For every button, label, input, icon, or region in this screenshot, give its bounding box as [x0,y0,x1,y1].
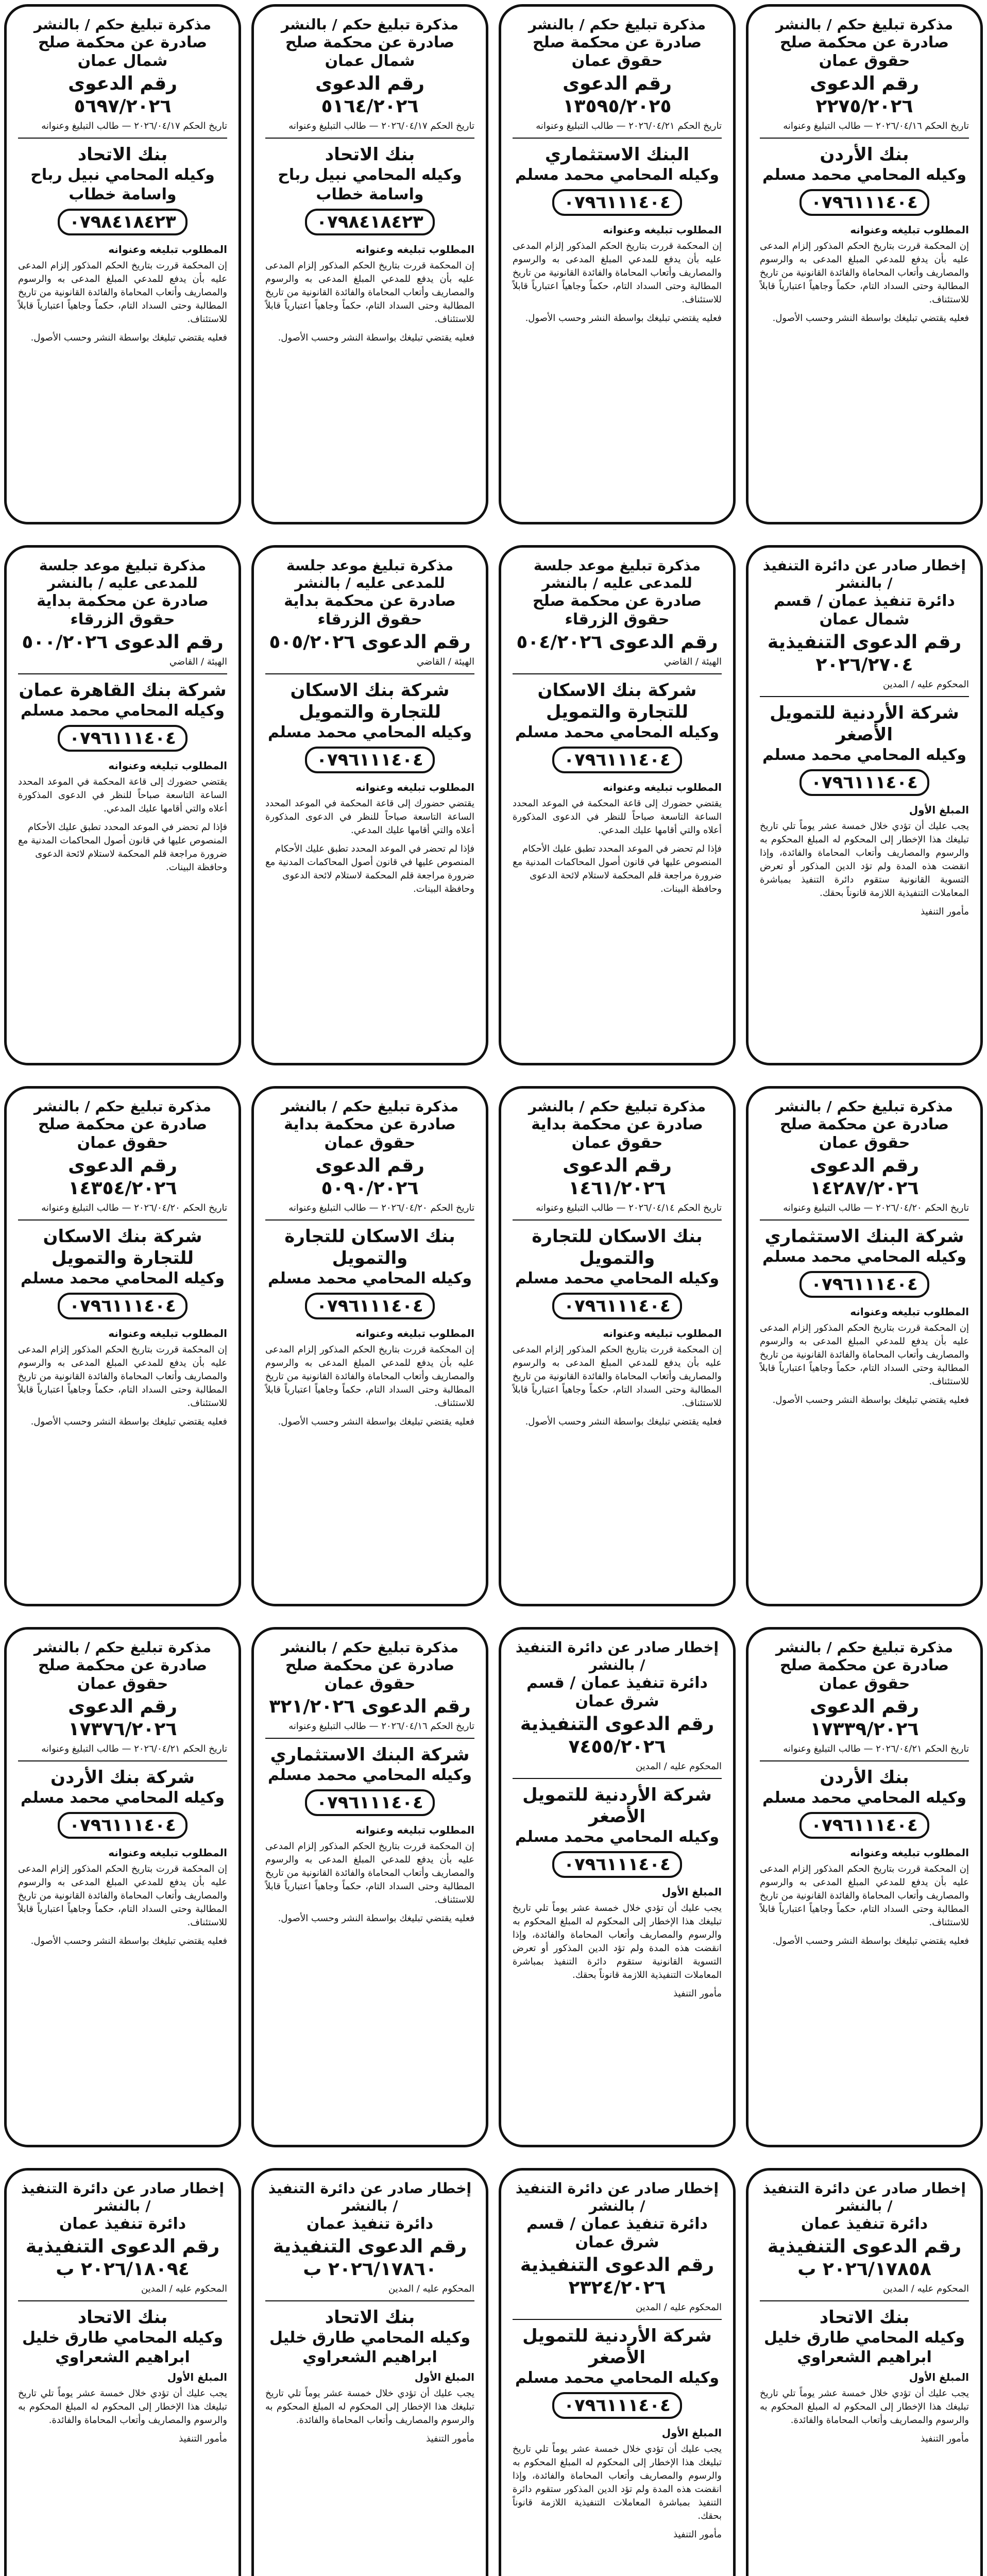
notice-court: صادرة عن محكمة صلح حقوق عمان [779,1115,949,1152]
phone-number: ٠٧٩٨٤١٨٤٢٣ [305,209,435,235]
notice-body: إن المحكمة قررت بتاريخ الحكم المذكور إلزام المدعى عليه بأن يدفع للمدعي المبلغ المدعى به والرسوم والمصاريف وأتعاب المحاماة والفائدة القانونية من تاريخ المطالبة وحتى السداد التام، حكماً وجاهياً اعتبارياً قابلاً للاستئناف. [759,1863,969,1928]
section-label: المطلوب تبليغه وعنوانه [603,224,722,236]
notice-type: مذكرة تبليغ حكم / بالنشر [775,16,954,33]
phone-number: ٠٧٩٦١١١٤٠٤ [552,2392,682,2419]
notice-closing: فعليه يقتضي تبليغك بواسطة النشر وحسب الأصول. [525,313,722,324]
notice-card [4,1627,241,2147]
separator [18,673,227,674]
section-label: المطلوب تبليغه وعنوانه [108,1327,227,1340]
section-label: المطلوب تبليغه وعنوانه [355,1824,474,1836]
notice-meta: تاريخ الحكم ٢٠٢٦/٠٤/١٦ — طالب التبليغ وعنوانه [288,1721,474,1732]
notice-card [746,1086,983,1606]
plaintiff-name: بنك الاتحاد [77,144,168,165]
lawyer-name: وكيله المحامي محمد مسلم [515,166,720,184]
notice-card [251,1627,488,2147]
separator [18,2300,227,2301]
section-label: المبلغ الأول [661,1886,722,1898]
notice-type: مذكرة تبليغ حكم / بالنشر [528,16,706,33]
lawyer-name: وكيله المحامي محمد مسلم [20,1789,225,1807]
notice-type: مذكرة تبليغ حكم / بالنشر [33,16,212,33]
notice-closing: فعليه يقتضي تبليغك بواسطة النشر وحسب الأصول. [772,1936,969,1946]
notice-card [4,2168,241,2576]
notice-closing: فعليه يقتضي تبليغك بواسطة النشر وحسب الأصول. [772,313,969,324]
phone-number: ٠٧٩٦١١١٤٠٤ [552,1851,682,1878]
case-number: رقم الدعوى ١٣٥٩٥/٢٠٢٥ [563,73,672,117]
lawyer-name: وكيله المحامي نبيل رباح واسامة خطاب [30,166,215,204]
notice-body: يجب عليك أن تؤدي خلال خمسة عشر يوماً تلي تاريخ تبليغك هذا الإخطار إلى المحكوم له المبلغ المحكوم به والرسوم والمصاريف وأتعاب المحاماة والفائدة. [265,2388,474,2426]
notice-body: إن المحكمة قررت بتاريخ الحكم المذكور إلزام المدعى عليه بأن يدفع للمدعي المبلغ المدعى به والرسوم والمصاريف وأتعاب المحاماة والفائدة القانونية من تاريخ المطالبة وحتى السداد التام، حكماً وجاهياً اعتبارياً قابلاً للاستئناف. [18,1863,227,1928]
phone-number: ٠٧٩٦١١١٤٠٤ [305,1789,435,1816]
notice-closing: فعليه يقتضي تبليغك بواسطة النشر وحسب الأصول. [525,1416,722,1427]
section-label: المطلوب تبليغه وعنوانه [355,243,474,256]
case-number: رقم الدعوى التنفيذية ٢٠٢٦/١٧٨٥٨ ب [767,2236,962,2280]
plaintiff-name: شركة بنك الاسكان للتجارة والتمويل [290,680,450,722]
phone-number: ٠٧٩٨٤١٨٤٢٣ [58,209,188,235]
separator [760,1219,969,1221]
notice-meta: تاريخ الحكم ٢٠٢٦/٠٤/١٤ — طالب التبليغ وعنوانه [536,1202,722,1213]
plaintiff-name: شركة البنك الاستثماري [764,1226,964,1247]
section-label: المطلوب تبليغه وعنوانه [850,1306,969,1318]
notice-meta: تاريخ الحكم ٢٠٢٦/٠٤/٢١ — طالب التبليغ وعنوانه [41,1743,227,1754]
case-number: رقم الدعوى ٣٢١/٢٠٢٦ [269,1696,471,1717]
separator [513,138,722,139]
separator [265,1738,474,1739]
phone-number: ٠٧٩٦١١١٤٠٤ [552,1293,682,1319]
notice-card [499,4,736,524]
notice-court: صادرة عن محكمة صلح حقوق عمان [779,1656,949,1693]
phone-number: ٠٧٩٦١١١٤٠٤ [305,1293,435,1319]
notice-body: إن المحكمة قررت بتاريخ الحكم المذكور إلزام المدعى عليه بأن يدفع للمدعي المبلغ المدعى به والرسوم والمصاريف وأتعاب المحاماة والفائدة القانونية من تاريخ المطالبة وحتى السداد التام، حكماً وجاهياً اعتبارياً قابلاً للاستئناف. [512,241,722,305]
phone-number: ٠٧٩٦١١١٤٠٤ [552,747,682,773]
separator [265,673,474,674]
phone-number: ٠٧٩٦١١١٤٠٤ [799,1812,929,1839]
notice-court: صادرة عن محكمة صلح حقوق عمان [285,1656,455,1693]
notice-card [746,545,983,1065]
lawyer-name: وكيله المحامي محمد مسلم [515,1828,720,1846]
lawyer-name: وكيله المحامي طارق خليل ابراهيم الشعراوي [269,2329,471,2366]
plaintiff-name: شركة الأردنية للتمويل الأصغر [770,703,959,745]
lawyer-name: وكيله المحامي محمد مسلم [267,1269,472,1287]
plaintiff-name: شركة بنك الأردن [50,1767,195,1788]
section-label: المطلوب تبليغه وعنوانه [355,1327,474,1340]
notice-body: يجب عليك أن تؤدي خلال خمسة عشر يوماً تلي تاريخ تبليغك هذا الإخطار إلى المحكوم له المبلغ المحكوم به والرسوم والمصاريف وأتعاب المحاماة والفائدة، وإذا انقضت هذه المدة ولم تؤد الدين المذكور أو تعرض التسوية القانونية ستقوم دائرة التنفيذ بمباشرة المعاملات التنفيذية اللازمة قانوناً بحقك. [760,821,969,899]
section-label: المبلغ الأول [167,2371,227,2383]
phone-number: ٠٧٩٦١١١٤٠٤ [58,1812,188,1839]
phone-number: ٠٧٩٦١١١٤٠٤ [58,725,188,752]
notice-closing: مأمور التنفيذ [426,2433,474,2444]
case-number: رقم الدعوى ٥٠٩٠/٢٠٢٦ [315,1155,424,1199]
notice-meta: الهيئة / القاضي [169,656,227,667]
plaintiff-name: بنك الاسكان للتجارة والتمويل [284,1226,455,1268]
notice-court: صادرة عن محكمة صلح حقوق عمان [38,1115,208,1152]
notice-court: صادرة عن محكمة صلح حقوق عمان [532,33,702,70]
notice-closing: فعليه يقتضي تبليغك بواسطة النشر وحسب الأصول. [278,1416,474,1427]
notice-meta: الهيئة / القاضي [663,656,722,667]
case-number: رقم الدعوى التنفيذية ٢٣٢٤/٢٠٢٦ [520,2255,714,2298]
separator [265,138,474,139]
notice-closing: فعليه يقتضي تبليغك بواسطة النشر وحسب الأصول. [30,1416,227,1427]
notice-closing: فعليه يقتضي تبليغك بواسطة النشر وحسب الأصول. [772,1395,969,1405]
plaintiff-name: البنك الاستثماري [544,144,690,165]
case-number: رقم الدعوى ٥١٦٤/٢٠٢٦ [315,73,424,117]
section-label: المطلوب تبليغه وعنوانه [850,224,969,236]
section-label: المبلغ الأول [909,2371,969,2383]
plaintiff-name: بنك الاتحاد [819,2307,910,2328]
notice-closing: فعليه يقتضي تبليغك بواسطة النشر وحسب الأصول. [278,1913,474,1924]
separator [513,1778,722,1779]
lawyer-name: وكيله المحامي محمد مسلم [515,2369,720,2387]
notice-court: صادرة عن محكمة صلح حقوق الزرقاء [532,592,702,629]
plaintiff-name: شركة بنك القاهرة عمان [19,680,227,701]
notice-type: مذكرة تبليغ حكم / بالنشر [281,16,459,33]
separator [760,138,969,139]
notice-court: صادرة عن محكمة بداية حقوق الزرقاء [37,592,209,629]
lawyer-name: وكيله المحامي محمد مسلم [762,1789,967,1807]
notice-closing: فإذا لم تحضر في الموعد المحدد تطبق عليك الأحكام المنصوص عليها في قانون أصول المحاكمات المدنية مع ضرورة مراجعة قلم المحكمة لاستلام لائحة الدعوى وحافظة البينات. [265,843,474,894]
section-label: المبلغ الأول [414,2371,474,2383]
notice-meta: تاريخ الحكم ٢٠٢٦/٠٤/٢٠ — طالب التبليغ وعنوانه [288,1202,474,1213]
case-number: رقم الدعوى ٥٠٤/٢٠٢٦ [516,632,718,653]
separator [760,1760,969,1761]
lawyer-name: وكيله المحامي محمد مسلم [20,702,225,720]
notice-type: إخطار صادر عن دائرة التنفيذ / بالنشر [515,2180,719,2214]
phone-number: ٠٧٩٦١١١٤٠٤ [552,189,682,216]
notice-meta: تاريخ الحكم ٢٠٢٦/٠٤/١٧ — طالب التبليغ وعنوانه [288,121,474,131]
notice-meta: المحكوم عليه / المدين [883,2283,969,2294]
notice-body: يقتضي حضورك إلى قاعة المحكمة في الموعد المحدد الساعة التاسعة صباحاً للنظر في الدعوى المذكورة أعلاه والتي أقامها عليك المدعي. [265,798,474,836]
section-label: المطلوب تبليغه وعنوانه [603,781,722,793]
notice-body: إن المحكمة قررت بتاريخ الحكم المذكور إلزام المدعى عليه بأن يدفع للمدعي المبلغ المدعى به والرسوم والمصاريف وأتعاب المحاماة والفائدة القانونية من تاريخ المطالبة وحتى السداد التام، حكماً وجاهياً اعتبارياً قابلاً للاستئناف. [18,260,227,325]
case-number: رقم الدعوى التنفيذية ٢٠٢٦/١٨٠٩٤ ب [25,2236,220,2280]
notice-type: إخطار صادر عن دائرة التنفيذ / بالنشر [268,2180,472,2214]
notice-meta: تاريخ الحكم ٢٠٢٦/٠٤/٢٠ — طالب التبليغ وعنوانه [41,1202,227,1213]
notice-closing: مأمور التنفيذ [673,2529,722,2540]
notice-meta: المحكوم عليه / المدين [883,679,969,690]
plaintiff-name: بنك الاتحاد [325,144,415,165]
lawyer-name: وكيله المحامي محمد مسلم [762,1248,967,1266]
case-number: رقم الدعوى ٢٢٧٥/٢٠٢٦ [810,73,919,117]
plaintiff-name: بنك الأردن [820,144,909,165]
notice-card [499,1627,736,2147]
lawyer-name: وكيله المحامي محمد مسلم [267,1766,472,1784]
section-label: المطلوب تبليغه وعنوانه [108,759,227,772]
case-number: رقم الدعوى ١٧٣٣٩/٢٠٢٦ [810,1696,919,1740]
notice-meta: الهيئة / القاضي [416,656,474,667]
notice-body: يجب عليك أن تؤدي خلال خمسة عشر يوماً تلي تاريخ تبليغك هذا الإخطار إلى المحكوم له المبلغ المحكوم به والرسوم والمصاريف وأتعاب المحاماة والفائدة. [18,2388,227,2426]
notice-type: مذكرة تبليغ حكم / بالنشر [33,1098,212,1115]
notice-meta: تاريخ الحكم ٢٠٢٦/٠٤/٢٠ — طالب التبليغ وعنوانه [783,1202,969,1213]
notice-card [746,4,983,524]
case-number: رقم الدعوى ٥٠٥/٢٠٢٦ [269,632,471,653]
separator [760,696,969,697]
notice-card [251,4,488,524]
notice-closing: فعليه يقتضي تبليغك بواسطة النشر وحسب الأصول. [30,332,227,343]
lawyer-name: وكيله المحامي طارق خليل ابراهيم الشعراوي [22,2329,224,2366]
notice-body: يجب عليك أن تؤدي خلال خمسة عشر يوماً تلي تاريخ تبليغك هذا الإخطار إلى المحكوم له المبلغ المحكوم به والرسوم والمصاريف وأتعاب المحاماة والفائدة، وإذا انقضت هذه المدة ولم تؤد الدين المذكور أو تعرض التسوية القانونية ستقوم دائرة التنفيذ بمباشرة المعاملات التنفيذية اللازمة قانوناً بحقك. [513,1903,722,1980]
lawyer-name: وكيله المحامي طارق خليل ابراهيم الشعراوي [763,2329,965,2366]
notice-type: مذكرة تبليغ حكم / بالنشر [33,1639,212,1656]
section-label: المطلوب تبليغه وعنوانه [850,1846,969,1859]
notice-body: إن المحكمة قررت بتاريخ الحكم المذكور إلزام المدعى عليه بأن يدفع للمدعي المبلغ المدعى به والرسوم والمصاريف وأتعاب المحاماة والفائدة القانونية من تاريخ المطالبة وحتى السداد التام، حكماً وجاهياً اعتبارياً قابلاً للاستئناف. [265,1841,474,1905]
notice-court: دائرة تنفيذ عمان / قسم شرق عمان [526,1674,708,1710]
notice-meta: المحكوم عليه / المدين [636,1761,722,1772]
section-label: المبلغ الأول [661,2427,722,2439]
notice-closing: مأمور التنفيذ [921,2433,969,2444]
notice-court: صادرة عن محكمة بداية حقوق الزرقاء [284,592,456,629]
notice-meta: تاريخ الحكم ٢٠٢٦/٠٤/١٦ — طالب التبليغ وعنوانه [783,121,969,131]
plaintiff-name: شركة الأردنية للتمويل الأصغر [522,2326,712,2368]
notice-type: مذكرة تبليغ حكم / بالنشر [775,1098,954,1115]
separator [265,2300,474,2301]
notice-body: يقتضي حضورك إلى قاعة المحكمة في الموعد المحدد الساعة التاسعة صباحاً للنظر في الدعوى المذكورة أعلاه والتي أقامها عليك المدعي. [18,776,227,814]
notice-type: إخطار صادر عن دائرة التنفيذ / بالنشر [21,2180,225,2214]
separator [513,1219,722,1221]
notice-court: صادرة عن محكمة صلح حقوق عمان [779,33,949,70]
notice-body: إن المحكمة قررت بتاريخ الحكم المذكور إلزام المدعى عليه بأن يدفع للمدعي المبلغ المدعى به والرسوم والمصاريف وأتعاب المحاماة والفائدة القانونية من تاريخ المطالبة وحتى السداد التام، حكماً وجاهياً اعتبارياً قابلاً للاستئناف. [18,1344,227,1409]
notice-card [746,2168,983,2576]
phone-number: ٠٧٩٦١١١٤٠٤ [58,1293,188,1319]
notice-card [251,2168,488,2576]
lawyer-name: وكيله المحامي نبيل رباح واسامة خطاب [278,166,462,204]
notice-court: صادرة عن محكمة بداية حقوق عمان [284,1115,456,1152]
phone-number: ٠٧٩٦١١١٤٠٤ [799,769,929,796]
case-number: رقم الدعوى ٥٠٠/٢٠٢٦ [22,632,224,653]
plaintiff-name: بنك الاتحاد [325,2307,415,2328]
notice-meta: تاريخ الحكم ٢٠٢٦/٠٤/١٧ — طالب التبليغ وعنوانه [41,121,227,131]
notice-card [746,1627,983,2147]
notice-closing: مأمور التنفيذ [921,906,969,917]
case-number: رقم الدعوى ١٤٦١/٢٠٢٦ [563,1155,672,1199]
notice-type: إخطار صادر عن دائرة التنفيذ / بالنشر [515,1639,719,1673]
notice-closing: فإذا لم تحضر في الموعد المحدد تطبق عليك الأحكام المنصوص عليها في قانون أصول المحاكمات المدنية مع ضرورة مراجعة قلم المحكمة لاستلام لائحة الدعوى وحافظة البينات. [513,843,722,894]
notice-court: صادرة عن محكمة صلح شمال عمان [38,33,208,70]
notice-card [4,4,241,524]
notice-card [4,545,241,1065]
notice-closing: مأمور التنفيذ [673,1988,722,1999]
notice-card [499,1086,736,1606]
separator [18,1760,227,1761]
separator [513,673,722,674]
notice-closing: مأمور التنفيذ [179,2433,227,2444]
notice-card [499,545,736,1065]
notice-closing: فعليه يقتضي تبليغك بواسطة النشر وحسب الأصول. [30,1936,227,1946]
case-number: رقم الدعوى ١٤٢٨٧/٢٠٢٦ [810,1155,919,1199]
notice-type: مذكرة تبليغ موعد جلسة للمدعى عليه / بالنشر [39,557,207,591]
lawyer-name: وكيله المحامي محمد مسلم [515,723,720,741]
notice-body: إن المحكمة قررت بتاريخ الحكم المذكور إلزام المدعى عليه بأن يدفع للمدعي المبلغ المدعى به والرسوم والمصاريف وأتعاب المحاماة والفائدة القانونية من تاريخ المطالبة وحتى السداد التام، حكماً وجاهياً اعتبارياً قابلاً للاستئناف. [265,1344,474,1409]
case-number: رقم الدعوى ١٧٣٧٦/٢٠٢٦ [68,1696,177,1740]
notice-card [251,1086,488,1606]
plaintiff-name: بنك الاسكان للتجارة والتمويل [532,1226,703,1268]
notice-body: إن المحكمة قررت بتاريخ الحكم المذكور إلزام المدعى عليه بأن يدفع للمدعي المبلغ المدعى به والرسوم والمصاريف وأتعاب المحاماة والفائدة القانونية من تاريخ المطالبة وحتى السداد التام، حكماً وجاهياً اعتبارياً قابلاً للاستئناف. [512,1344,722,1409]
lawyer-name: وكيله المحامي محمد مسلم [20,1269,225,1287]
plaintiff-name: بنك الأردن [820,1767,909,1788]
notice-type: مذكرة تبليغ موعد جلسة للمدعى عليه / بالنشر [533,557,701,591]
notice-type: إخطار صادر عن دائرة التنفيذ / بالنشر [762,2180,966,2214]
phone-number: ٠٧٩٦١١١٤٠٤ [799,1271,929,1298]
notice-body: يقتضي حضورك إلى قاعة المحكمة في الموعد المحدد الساعة التاسعة صباحاً للنظر في الدعوى المذكورة أعلاه والتي أقامها عليك المدعي. [513,798,722,836]
section-label: المبلغ الأول [909,804,969,816]
notice-type: مذكرة تبليغ حكم / بالنشر [528,1098,706,1115]
notice-card [4,1086,241,1606]
notice-body: يجب عليك أن تؤدي خلال خمسة عشر يوماً تلي تاريخ تبليغك هذا الإخطار إلى المحكوم له المبلغ المحكوم به والرسوم والمصاريف وأتعاب المحاماة والفائدة، وإذا انقضت هذه المدة ولم تؤد الدين المذكور ستقوم دائرة التنفيذ بمباشرة المعاملات التنفيذية اللازمة قانوناً بحقك. [513,2444,722,2521]
lawyer-name: وكيله المحامي محمد مسلم [515,1269,720,1287]
separator [18,138,227,139]
section-label: المطلوب تبليغه وعنوانه [108,1846,227,1859]
notice-meta: تاريخ الحكم ٢٠٢٦/٠٤/٢١ — طالب التبليغ وعنوانه [783,1743,969,1754]
notice-meta: المحكوم عليه / المدين [636,2302,722,2313]
section-label: المطلوب تبليغه وعنوانه [355,781,474,793]
notice-body: إن المحكمة قررت بتاريخ الحكم المذكور إلزام المدعى عليه بأن يدفع للمدعي المبلغ المدعى به والرسوم والمصاريف وأتعاب المحاماة والفائدة القانونية من تاريخ المطالبة وحتى السداد التام، حكماً وجاهياً اعتبارياً قابلاً للاستئناف. [759,1323,969,1387]
section-label: المطلوب تبليغه وعنوانه [603,1327,722,1340]
phone-number: ٠٧٩٦١١١٤٠٤ [305,747,435,773]
phone-number: ٠٧٩٦١١١٤٠٤ [799,189,929,216]
notice-meta: تاريخ الحكم ٢٠٢٦/٠٤/٢١ — طالب التبليغ وعنوانه [536,121,722,131]
notice-type: مذكرة تبليغ حكم / بالنشر [281,1639,459,1656]
notice-body: إن المحكمة قررت بتاريخ الحكم المذكور إلزام المدعى عليه بأن يدفع للمدعي المبلغ المدعى به والرسوم والمصاريف وأتعاب المحاماة والفائدة القانونية من تاريخ المطالبة وحتى السداد التام، حكماً وجاهياً اعتبارياً قابلاً للاستئناف. [759,241,969,305]
notice-court: دائرة تنفيذ عمان [59,2215,186,2233]
notice-type: مذكرة تبليغ حكم / بالنشر [281,1098,459,1115]
plaintiff-name: شركة بنك الاسكان للتجارة والتمويل [43,1226,202,1268]
notice-court: دائرة تنفيذ عمان [801,2215,928,2233]
case-number: رقم الدعوى التنفيذية ٧٤٥٥/٢٠٢٦ [520,1714,714,1757]
notice-meta: المحكوم عليه / المدين [141,2283,227,2294]
lawyer-name: وكيله المحامي محمد مسلم [762,746,967,764]
lawyer-name: وكيله المحامي محمد مسلم [267,723,472,741]
notice-court: دائرة تنفيذ عمان [306,2215,434,2233]
separator [760,2300,969,2301]
plaintiff-name: شركة البنك الاستثماري [270,1744,470,1765]
case-number: رقم الدعوى التنفيذية ٢٠٢٦/٢٧٠٤ [767,632,962,675]
notice-court: صادرة عن محكمة صلح شمال عمان [285,33,455,70]
notice-court: دائرة تنفيذ عمان / قسم شمال عمان [774,592,955,629]
notice-type: إخطار صادر عن دائرة التنفيذ / بالنشر [762,557,966,591]
notice-closing: فعليه يقتضي تبليغك بواسطة النشر وحسب الأصول. [278,332,474,343]
notice-card [499,2168,736,2576]
separator [18,1219,227,1221]
notice-closing: فإذا لم تحضر في الموعد المحدد تطبق عليك الأحكام المنصوص عليها في قانون أصول المحاكمات المدنية مع ضرورة مراجعة قلم المحكمة لاستلام لائحة الدعوى وحافظة البينات. [18,822,227,873]
notices-grid [4,4,983,2576]
notice-meta: المحكوم عليه / المدين [388,2283,474,2294]
case-number: رقم الدعوى التنفيذية ٢٠٢٦/١٧٨٦٠ ب [273,2236,467,2280]
notice-court: صادرة عن محكمة صلح حقوق عمان [38,1656,208,1693]
lawyer-name: وكيله المحامي محمد مسلم [762,166,967,184]
notice-body: إن المحكمة قررت بتاريخ الحكم المذكور إلزام المدعى عليه بأن يدفع للمدعي المبلغ المدعى به والرسوم والمصاريف وأتعاب المحاماة والفائدة القانونية من تاريخ المطالبة وحتى السداد التام، حكماً وجاهياً اعتبارياً قابلاً للاستئناف. [265,260,474,325]
section-label: المطلوب تبليغه وعنوانه [108,243,227,256]
separator [513,2319,722,2320]
plaintiff-name: شركة بنك الاسكان للتجارة والتمويل [537,680,697,722]
plaintiff-name: بنك الاتحاد [77,2307,168,2328]
plaintiff-name: شركة الأردنية للتمويل الأصغر [522,1785,712,1827]
case-number: رقم الدعوى ٥٦٩٧/٢٠٢٦ [68,73,177,117]
separator [265,1219,474,1221]
notice-type: مذكرة تبليغ موعد جلسة للمدعى عليه / بالنشر [286,557,454,591]
case-number: رقم الدعوى ١٤٣٥٤/٢٠٢٦ [68,1155,177,1199]
notice-court: صادرة عن محكمة بداية حقوق عمان [531,1115,703,1152]
notice-body: يجب عليك أن تؤدي خلال خمسة عشر يوماً تلي تاريخ تبليغك هذا الإخطار إلى المحكوم له المبلغ المحكوم به والرسوم والمصاريف وأتعاب المحاماة والفائدة. [760,2388,969,2426]
notice-card [251,545,488,1065]
notice-type: مذكرة تبليغ حكم / بالنشر [775,1639,954,1656]
notice-court: دائرة تنفيذ عمان / قسم شرق عمان [526,2215,708,2251]
